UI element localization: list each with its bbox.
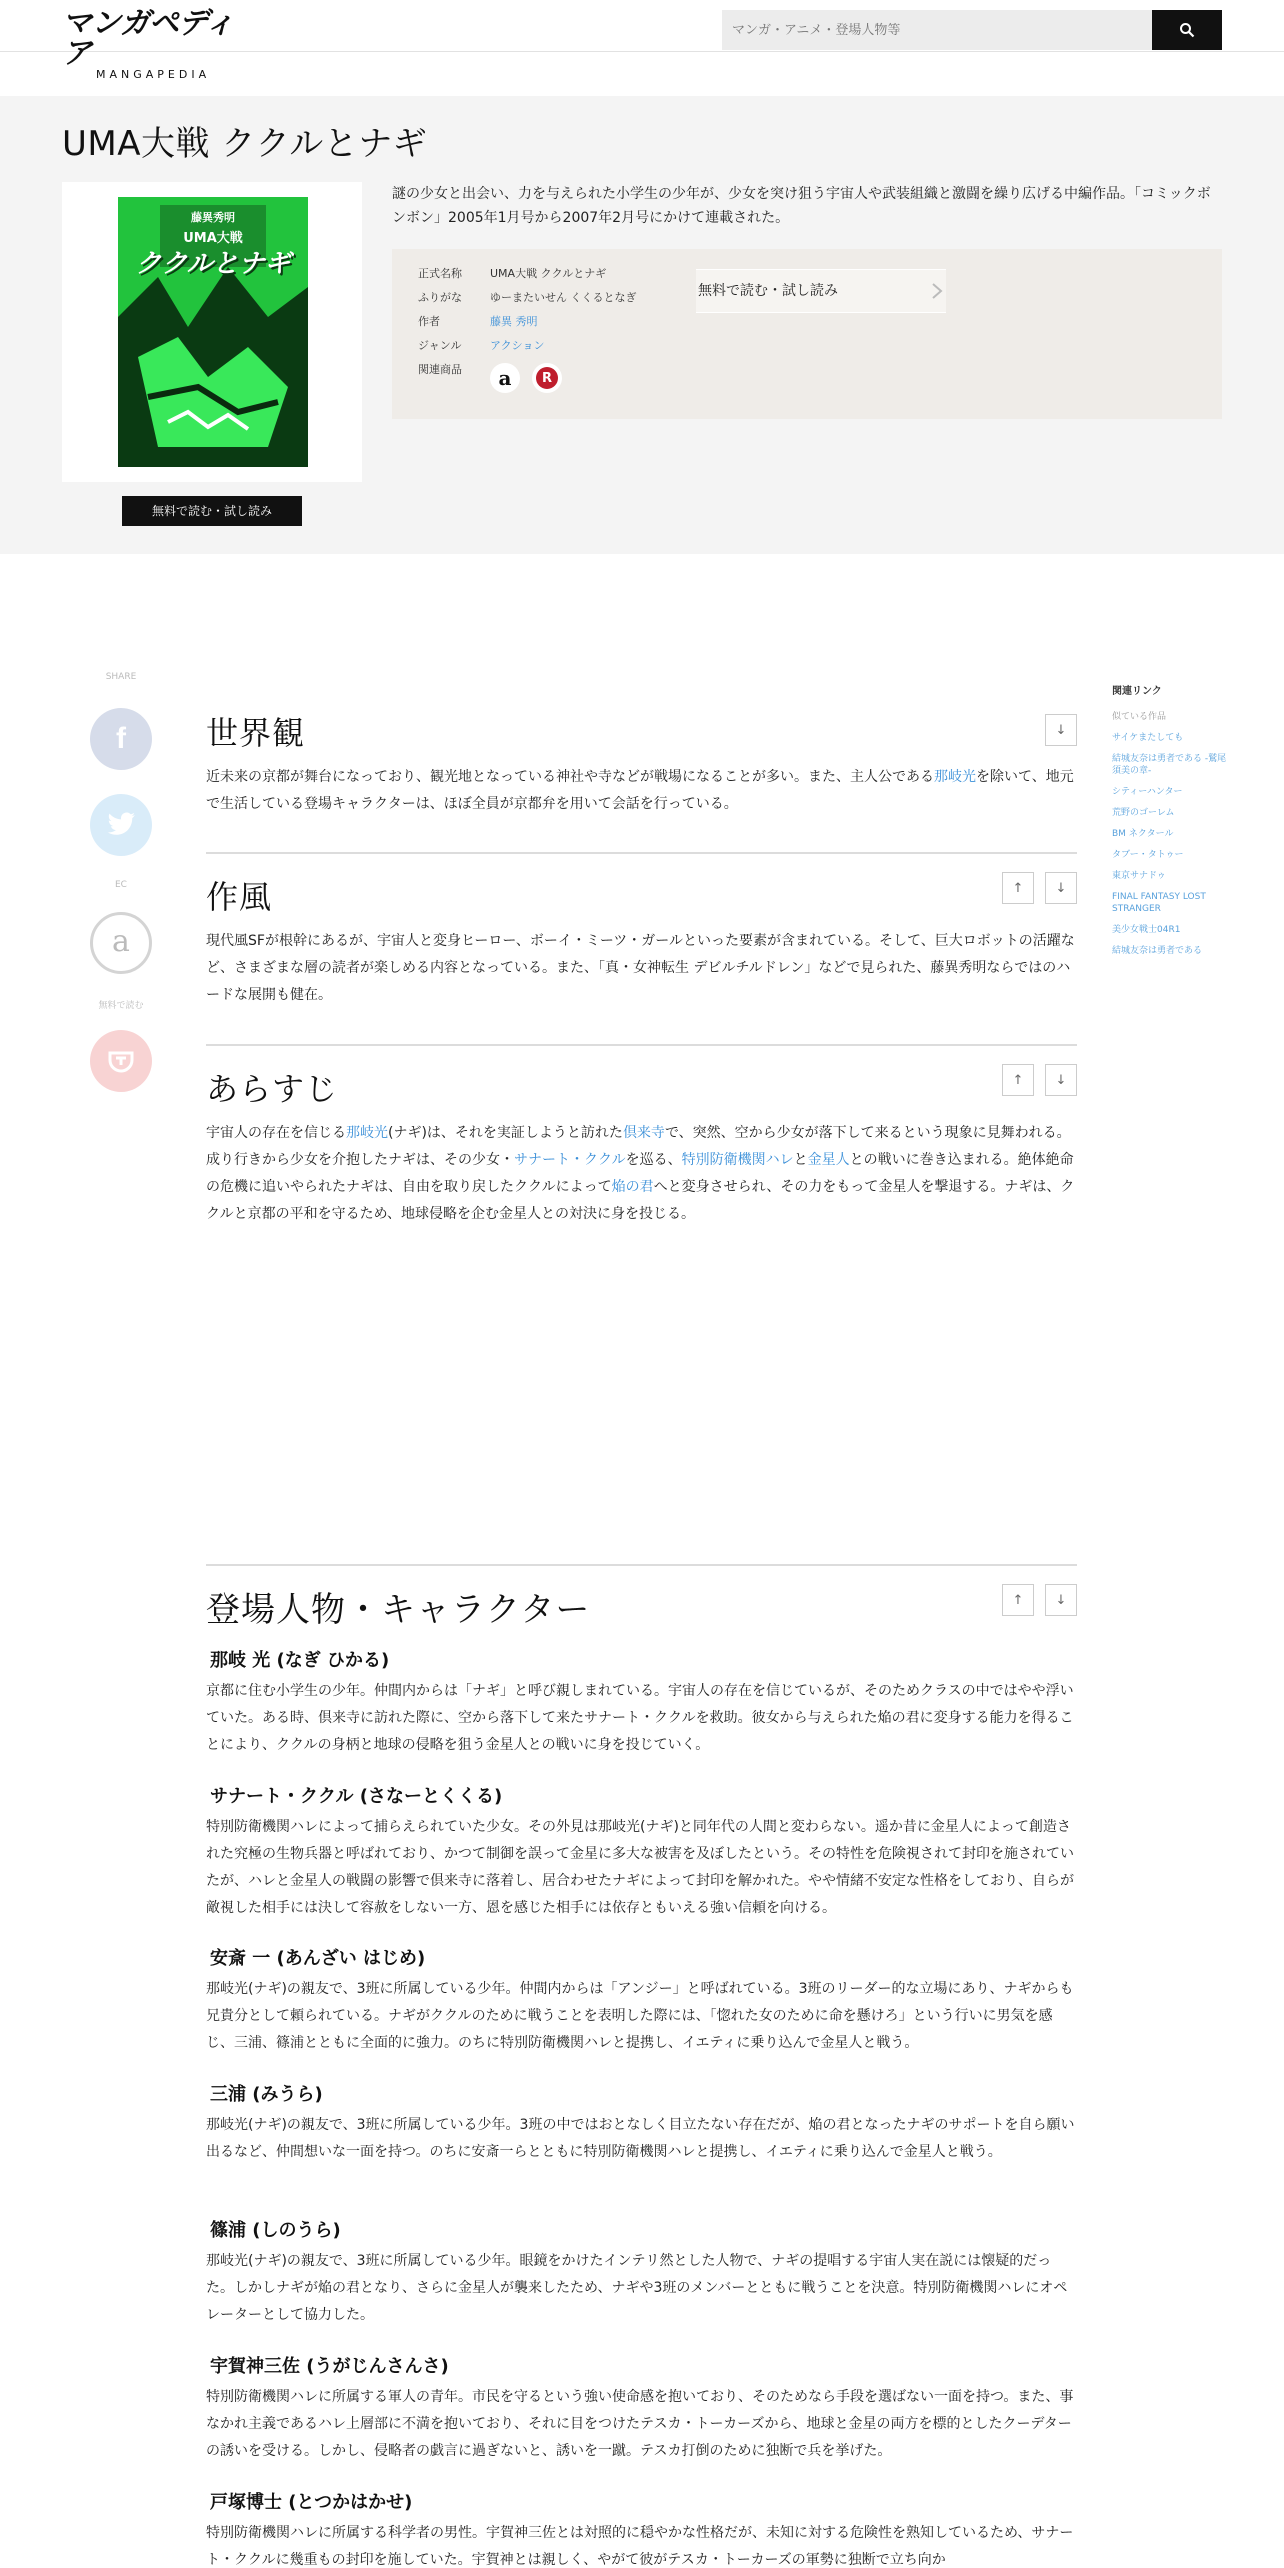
arrow-up-icon: ↑ <box>1012 880 1024 896</box>
search-input[interactable] <box>722 10 1152 50</box>
section-title: 作風 <box>206 878 273 916</box>
section-divider <box>206 1564 1077 1566</box>
inline-link[interactable]: 特別防衛機関ハレ <box>681 1152 794 1168</box>
section-divider <box>206 1044 1077 1046</box>
section-divider <box>206 852 1077 854</box>
related-links <box>1112 682 1232 966</box>
related-link[interactable]: サイケまたしても <box>1112 733 1184 743</box>
scroll-down-button[interactable] <box>1045 872 1077 904</box>
text-run: 近未来の京都が舞台になっており、観光地となっている神社や寺などが戦場になることが多い。また、主人公である <box>206 769 934 785</box>
amazon-icon[interactable]: a <box>490 363 520 393</box>
text-run: 宇宙人の存在を信じる <box>206 1125 346 1141</box>
text-run: を巡る、 <box>625 1152 682 1168</box>
scroll-down-button[interactable] <box>1045 714 1077 746</box>
character-entry <box>206 1782 1077 1922</box>
scroll-up-button[interactable] <box>1002 1064 1034 1096</box>
character-name: 戸塚博士 (とつかはかせ) <box>210 2492 413 2513</box>
related-link[interactable]: 美少女戦士04R1 <box>1112 925 1181 935</box>
text-run: と <box>793 1152 808 1168</box>
arrow-down-icon: ↓ <box>1055 722 1067 738</box>
character-entry <box>206 2216 1077 2329</box>
logo-text: マンガペディア <box>62 6 234 71</box>
twitter-share-button[interactable] <box>90 794 152 856</box>
ec-label: EC <box>115 880 127 890</box>
info-key: 作者 <box>418 315 440 328</box>
section-title: あらすじ <box>206 1070 339 1108</box>
text-run: へと変身させられ、その力をもって金星人を撃退する。ナギは、ククルと京都の平和を守るため、地球侵略を企む金星人との対決に身を投じる。 <box>206 1179 1075 1222</box>
search-icon <box>1179 22 1195 38</box>
related-link[interactable]: BM ネクタール <box>1112 829 1174 839</box>
search-button[interactable] <box>1152 10 1222 50</box>
author-link[interactable]: 藤異 秀明 <box>490 315 538 328</box>
cover-frame <box>62 182 362 482</box>
cover-title-small: UMA大戦 <box>183 231 243 246</box>
cover-title-big: ククルとナギ <box>135 249 291 279</box>
related-link[interactable]: シティーハンター <box>1112 787 1183 797</box>
inline-link[interactable]: サナート・ククル <box>514 1152 626 1168</box>
character-name: 那岐 光 (なぎ ひかる) <box>210 1650 390 1671</box>
character-name: 安斎 一 (あんざい はじめ) <box>210 1948 426 1969</box>
character-entry <box>206 1646 1077 1759</box>
arrow-down-icon: ↓ <box>1055 1072 1067 1088</box>
rakuten-icon[interactable] <box>532 363 562 393</box>
scroll-down-button[interactable] <box>1045 1584 1077 1616</box>
info-key: ジャンル <box>418 339 462 352</box>
info-key: 正式名称 <box>418 267 462 280</box>
store-icons <box>490 363 574 393</box>
text-run: との戦いに巻き込まれる。絶体絶命の危機に追いやられたナギは、自由を取り戻したククルによって <box>206 1152 1074 1195</box>
mango-share-button[interactable] <box>90 1030 152 1092</box>
character-description: 京都に住む小学生の少年。仲間内からは「ナギ」と呼び親しまれている。宇宙人の存在を信じているが、そのためクラスの中ではやや浮いていた。ある時、倶来寺に訪れた際に、空から落下して来たサナート・ククルを救助。彼女から与えられた焔の君に変身する能力を得ることにより、ククルの身柄と地球の侵略を狙う金星人との戦いに身を投じていく。 <box>206 1683 1074 1753</box>
info-row-furigana <box>418 287 637 307</box>
scroll-up-button[interactable] <box>1002 872 1034 904</box>
amazon-share-button[interactable] <box>90 912 152 974</box>
character-name: 宇賀神三佐 (うがじんさんさ) <box>210 2356 449 2377</box>
related-heading: 関連リンク <box>1112 686 1162 697</box>
section-title: 世界観 <box>206 714 306 752</box>
related-link[interactable]: タブー・タトゥー <box>1112 850 1184 860</box>
character-name: サナート・ククル (さなーとくくる) <box>210 1786 503 1807</box>
related-link[interactable]: 東京サナドゥ <box>1112 871 1166 881</box>
section-title: 登場人物・キャラクター <box>206 1590 591 1630</box>
text-run: を除いて、地元で生活している登場キャラクターは、ほぼ全員が京都弁を用いて会話を行っている。 <box>206 769 1074 812</box>
info-row-author <box>418 311 538 331</box>
amazon-icon: a <box>112 923 130 959</box>
arrow-up-icon: ↑ <box>1012 1072 1024 1088</box>
trial-read-link[interactable] <box>696 269 946 313</box>
info-box <box>392 249 1222 419</box>
site-logo[interactable] <box>62 6 262 81</box>
related-link[interactable]: 荒野のゴーレム <box>1112 808 1175 818</box>
search-bar <box>722 10 1222 50</box>
section-text <box>206 928 1077 1009</box>
arrow-down-icon: ↓ <box>1055 1592 1067 1608</box>
chevron-right-icon <box>928 282 946 300</box>
work-hero <box>0 96 1284 554</box>
cover-image[interactable] <box>118 197 308 467</box>
cover-author: 藤異秀明 <box>191 211 235 224</box>
section-text <box>206 764 1077 818</box>
work-description: 謎の少女と出会い、力を与えられた小学生の少年が、少女を突け狙う宇宙人や武装組織と激闘を繰り広げる中編作品。「コミックボンボン」2005年1月号から2007年2月号にかけて連載された。 <box>392 186 1211 226</box>
related-subheading: 似ている作品 <box>1112 712 1167 722</box>
info-key: ふりがな <box>418 291 462 304</box>
related-link[interactable]: 結城友奈は勇者である <box>1112 946 1203 956</box>
character-description: 那岐光(ナギ)の親友で、3班に所属している少年。仲間内からは「アンジー」と呼ばれている。3班のリーダー的な立場にあり、ナギからも兄貴分として頼られている。ナギがククルのために戦うことを表明した際には、「惚れた女のために命を懸けろ」という行いに男気を感じ、三浦、篠浦とともに全面的に強力。のちに特別防衛機関ハレと提携し、イエティに乗り込んで金星人と戦う。 <box>206 1981 1074 2051</box>
inline-link[interactable]: 倶来寺 <box>622 1125 665 1141</box>
facebook-icon: f <box>116 722 126 755</box>
scroll-down-button[interactable] <box>1045 1064 1077 1096</box>
scroll-up-button[interactable] <box>1002 1584 1034 1616</box>
character-entry <box>206 1944 1077 2057</box>
info-row-official-name <box>418 263 606 283</box>
arrow-down-icon: ↓ <box>1055 880 1067 896</box>
inline-link[interactable]: 金星人 <box>807 1152 850 1168</box>
site-header <box>0 0 1284 81</box>
rakuten-letter: R <box>536 367 558 389</box>
text-run: で、突然、空から少女が落下して来るという現象に見舞われる。成り行きから少女を介抱したナギは、その少女・ <box>206 1125 1071 1168</box>
info-value: UMA大戦 ククルとナギ <box>490 267 607 280</box>
read-free-button[interactable]: 無料で読む・試し読み <box>122 496 302 526</box>
text-run: (ナギ)は、それを実証しようと訪れた <box>388 1125 623 1141</box>
character-description: 特別防衛機関ハレによって捕らえられていた少女。その外見は那岐光(ナギ)と同年代の人間と変わらない。遥か昔に金星人によって創造された究極の生物兵器と呼ばれており、かつて制御を誤って金星に多大な被害を及ぼしたという。その特性を危険視されて封印を施されていたが、ハレと金星人の戦闘の影響で倶来寺に落着し、居合わせたナギによって封印を解かれた。やや情緒不安定な性格をしており、自らが敵視した相手には決して容赦をしない一方、恩を感じた相手には依存ともいえる強い信頼を向ける。 <box>206 1819 1074 1916</box>
facebook-share-button[interactable] <box>90 708 152 770</box>
character-description: 那岐光(ナギ)の親友で、3班に所属している少年。3班の中ではおとなしく目立たない存在だが、焔の君となったナギのサポートを自ら願い出るなど、仲間想いな一面を持つ。のちに安斎一らとともに特別防衛機関ハレと提携し、イエティに乗り込んで金星人と戦う。 <box>206 2117 1075 2160</box>
related-link[interactable]: 結城友奈は勇者である -鷲尾須美の章- <box>1112 754 1227 776</box>
share-label: SHARE <box>105 672 137 682</box>
inline-link[interactable]: 焔の君 <box>611 1179 654 1195</box>
character-description: 特別防衛機関ハレに所属する科学者の男性。宇賀神三佐とは対照的に穏やかな性格だが、未知に対する危険性を熟知しているため、サナート・ククルに幾重もの封印を施していた。宇賀神とは親しく、やがて彼がテスカ・トーカーズの軍勢に独断で立ち向か <box>206 2525 1074 2568</box>
character-entry <box>206 2352 1077 2465</box>
character-entry <box>206 2080 1077 2166</box>
character-entry <box>206 2488 1077 2568</box>
arrow-up-icon: ↑ <box>1012 1592 1024 1608</box>
related-link[interactable]: FINAL FANTASY LOST STRANGER <box>1112 892 1206 914</box>
logo-subtext: MANGAPEDIA <box>96 68 211 81</box>
character-name: 三浦 (みうら) <box>210 2084 323 2105</box>
character-description: 那岐光(ナギ)の親友で、3班に所属している少年。眼鏡をかけたインテリ然とした人物で、ナギの提唱する宇宙人実在説には懐疑的だった。しかしナギが焔の君となり、さらに金星人が襲来したため、ナギや3班のメンバーとともに戦うことを決意。特別防衛機関ハレにオペレーターとして協力した。 <box>206 2253 1068 2323</box>
info-row-products <box>418 359 490 379</box>
mango-icon <box>107 1049 135 1073</box>
info-row-genre <box>418 335 544 355</box>
trial-label: 無料で読む・試し読み <box>698 283 838 299</box>
inline-link[interactable]: 那岐光 <box>934 769 976 785</box>
twitter-icon <box>106 812 136 838</box>
text-run: 現代風SFが根幹にあるが、宇宙人と変身ヒーロー、ボーイ・ミーツ・ガールといった要素が含まれている。そして、巨大ロボットの活躍など、さまざまな層の読者が楽しめる内容となっている。また、「真・女神転生 デビルチルドレン」などで見られた、藤異秀明ならではのハードな展開も健在。 <box>206 933 1075 1003</box>
inline-link[interactable]: 那岐光 <box>346 1125 388 1141</box>
genre-link[interactable]: アクション <box>490 339 545 352</box>
character-description: 特別防衛機関ハレに所属する軍人の青年。市民を守るという強い使命感を抱いており、そのためなら手段を選ばない一面を持つ。また、事なかれ主義であるハレ上層部に不満を抱いており、それに目をつけたテスカ・トーカーズから、地球と金星の両方を標的としたクーデターの誘いを受ける。しかし、侵略者の戯言に過ぎないと、誘いを一蹴。テスカ打倒のために独断で兵を挙げた。 <box>206 2389 1074 2459</box>
character-name: 篠浦 (しのうら) <box>210 2220 341 2241</box>
free-read-label: 無料で読む <box>98 1001 144 1011</box>
info-value: ゆーまたいせん くくるとなぎ <box>490 291 637 304</box>
page-title: UMA大戦 ククルとナギ <box>62 124 428 164</box>
section-text <box>206 1120 1077 1228</box>
info-key: 関連商品 <box>418 363 462 376</box>
